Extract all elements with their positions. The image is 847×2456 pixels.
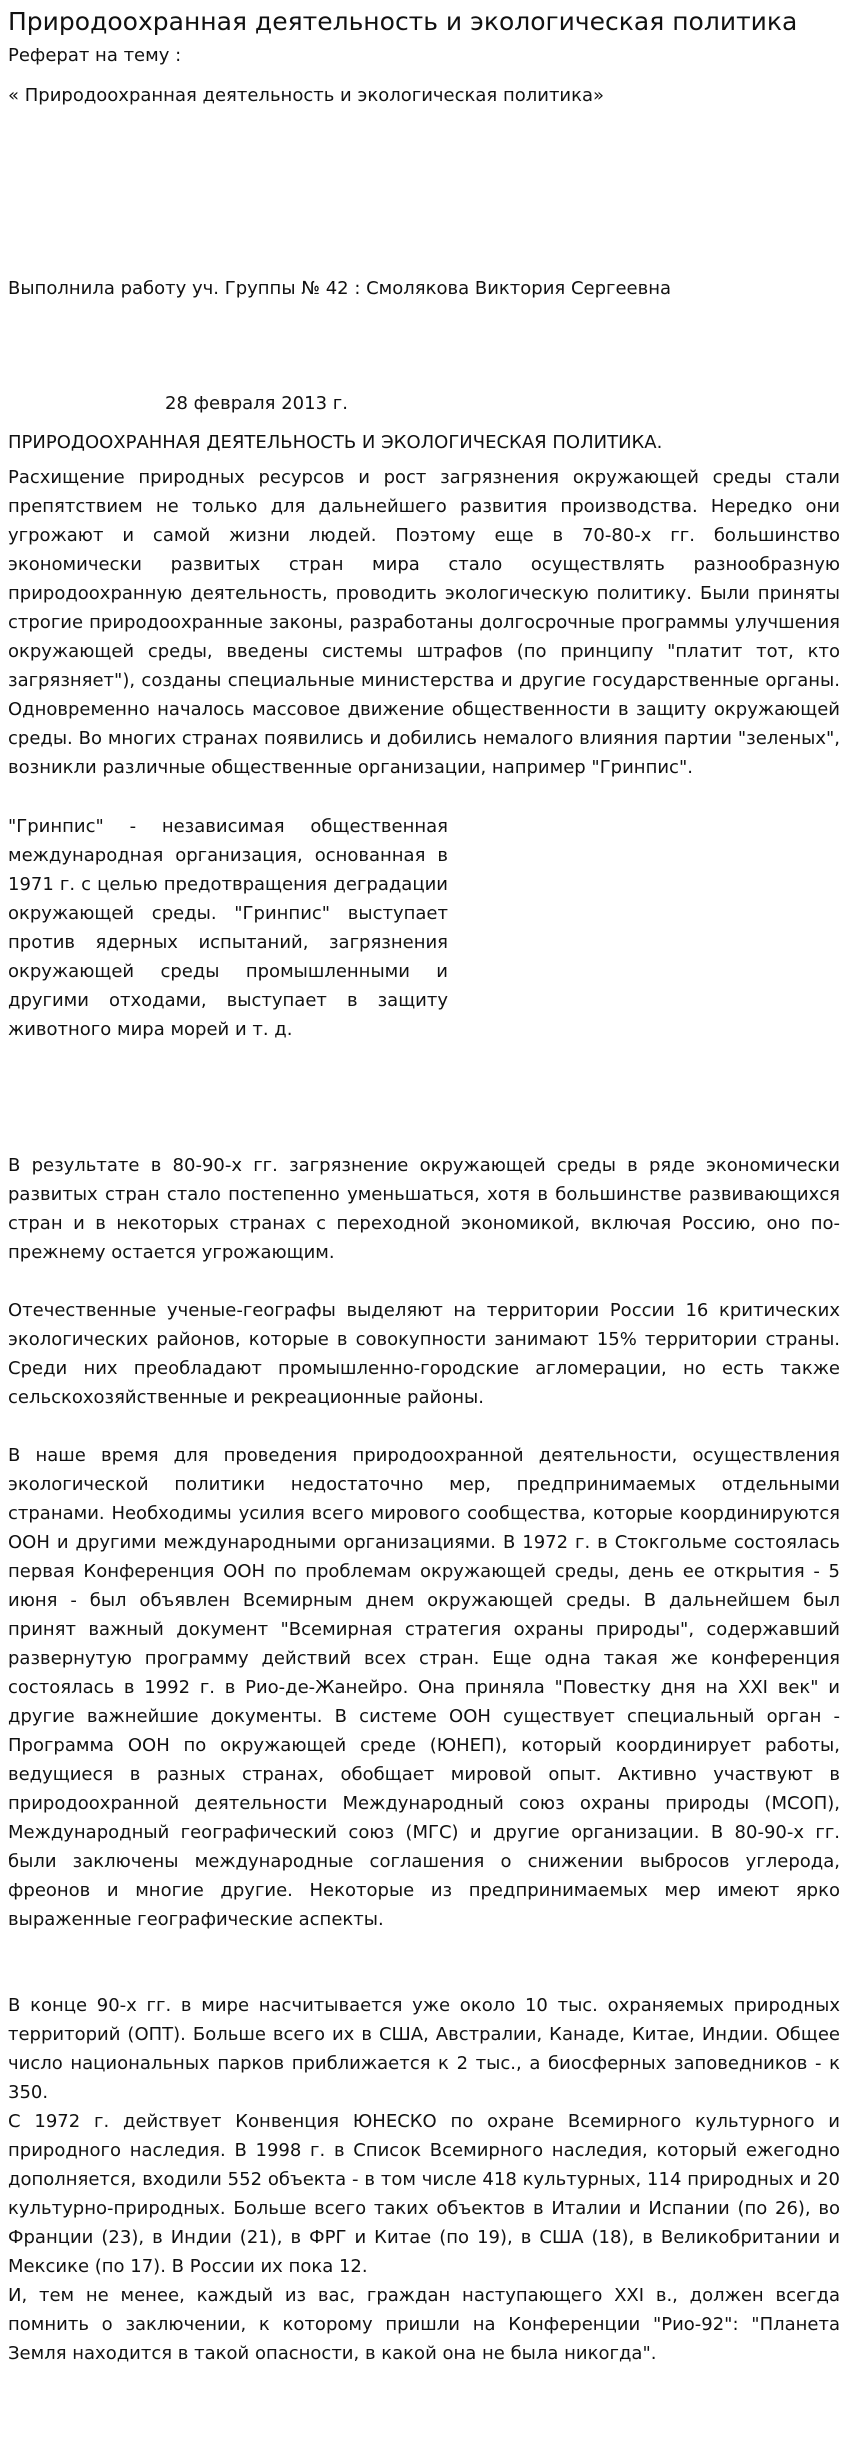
paragraph-conclusion: И, тем не менее, каждый из вас, граждан наступающего XXI в., должен всегда помнить о заключении, к которому пришли на Конференции "Рио-92": "Планета Земля находится в такой опасности, в какой она не была никогда". xyxy=(8,2285,840,2364)
paragraph-protected-areas: В конце 90-х гг. в мире насчитывается уже около 10 тыс. охраняемых природных территорий (ОПТ). Больше всего их в США, Австралии, Канаде, Китае, Индии. Общее число национальных парков приближается к 2 тыс., а биосферных заповедников - к 350. xyxy=(8,1995,840,2103)
paragraph-greenpeace: "Гринпис" - независимая общественная международная организация, основанная в 1971 г. с целью предотвращения деградации окружающей среды. "Гринпис" выступает против ядерных испытаний, загрязнения окружающей среды промышленными и другими отходами, выступает в защиту животного мира морей и т. д. xyxy=(8,816,448,1040)
document-date: 28 февраля 2013 г. xyxy=(165,393,348,414)
paragraph-unesco: С 1972 г. действует Конвенция ЮНЕСКО по охране Всемирного культурного и природного наследия. В 1998 г. в Список Всемирного наследия, который ежегодно дополняется, входили 552 объекта - в том числе 418 культурных, 114 природных и 20 культурно-природных. Больше всего таких объектов в Италии и Испании (по 26), во Франции (23), в Индии (21), в ФРГ и Китае (по 19), в США (18), в Великобритании и Мексике (по 17). В России их пока 12. xyxy=(8,2111,840,2277)
document-title: Природоохранная деятельность и экологическая политика xyxy=(8,7,798,36)
author-line: Выполнила работу уч. Группы № 42 : Смолякова Виктория Сергеевна xyxy=(8,278,672,299)
document-subtitle: Реферат на тему : xyxy=(8,45,182,66)
section-heading: ПРИРОДООХРАННАЯ ДЕЯТЕЛЬНОСТЬ И ЭКОЛОГИЧЕСКАЯ ПОЛИТИКА. xyxy=(8,432,663,453)
document-topic: « Природоохранная деятельность и экологическая политика» xyxy=(8,85,605,106)
paragraph-intro: Расхищение природных ресурсов и рост загрязнения окружающей среды стали препятствием не только для дальнейшего развития производства. Нередко они угрожают и самой жизни людей. Поэтому еще в 70-80-х гг. большинство экономически развитых стран мира стало осуществлять разнообразную природоохранную деятельность, проводить экологическую политику. Были приняты строгие природоохранные законы, разработаны долгосрочные программы улучшения окружающей среды, введены системы штрафов (по принципу "платит тот, кто загрязняет"), созданы специальные министерства и другие государственные органы. Одновременно началось массовое движение общественности в защиту окружающей среды. Во многих странах появились и добились немалого влияния партии "зеленых", возникли различные общественные организации, например "Гринпис". xyxy=(8,467,840,778)
paragraph-russia-regions: Отечественные ученые-географы выделяют на территории России 16 критических экологических районов, которые в совокупности занимают 15% территории страны. Среди них преобладают промышленно-городские агломерации, но есть также сельскохозяйственные и рекреационные районы. xyxy=(8,1300,840,1408)
paragraph-international: В наше время для проведения природоохранной деятельности, осуществления экологической политики недостаточно мер, предпринимаемых отдельными странами. Необходимы усилия всего мирового сообщества, которые координируются ООН и другими международными организациями. В 1972 г. в Стокгольме состоялась первая Конференция ООН по проблемам окружающей среды, день ее открытия - 5 июня - был объявлен Всемирным днем окружающей среды. В дальнейшем был принят важный документ "Всемирная стратегия охраны природы", содержавший развернутую программу действий всех стран. Еще одна такая же конференция состоялась в 1992 г. в Рио-де-Жанейро. Она приняла "Повестку дня на XXI век" и другие важнейшие документы. В системе ООН существует специальный орган - Программа ООН по окружающей среде (ЮНЕП), который координирует работы, ведущиеся в разных странах, обобщает мировой опыт. Активно участвуют в природоохранной деятельности Международный союз охраны природы (МСОП), Международный географический союз (МГС) и другие организации. В 80-90-х гг. были заключены международные соглашения о снижении выбросов углерода, фреонов и многие другие. Некоторые из предпринимаемых мер имеют ярко выраженные географические аспекты. xyxy=(8,1445,840,1930)
paragraph-pollution-decrease: В результате в 80-90-х гг. загрязнение окружающей среды в ряде экономически развитых стран стало постепенно уменьшаться, хотя в большинстве развивающихся стран и в некоторых странах с переходной экономикой, включая Россию, оно по-прежнему остается угрожающим. xyxy=(8,1155,840,1263)
